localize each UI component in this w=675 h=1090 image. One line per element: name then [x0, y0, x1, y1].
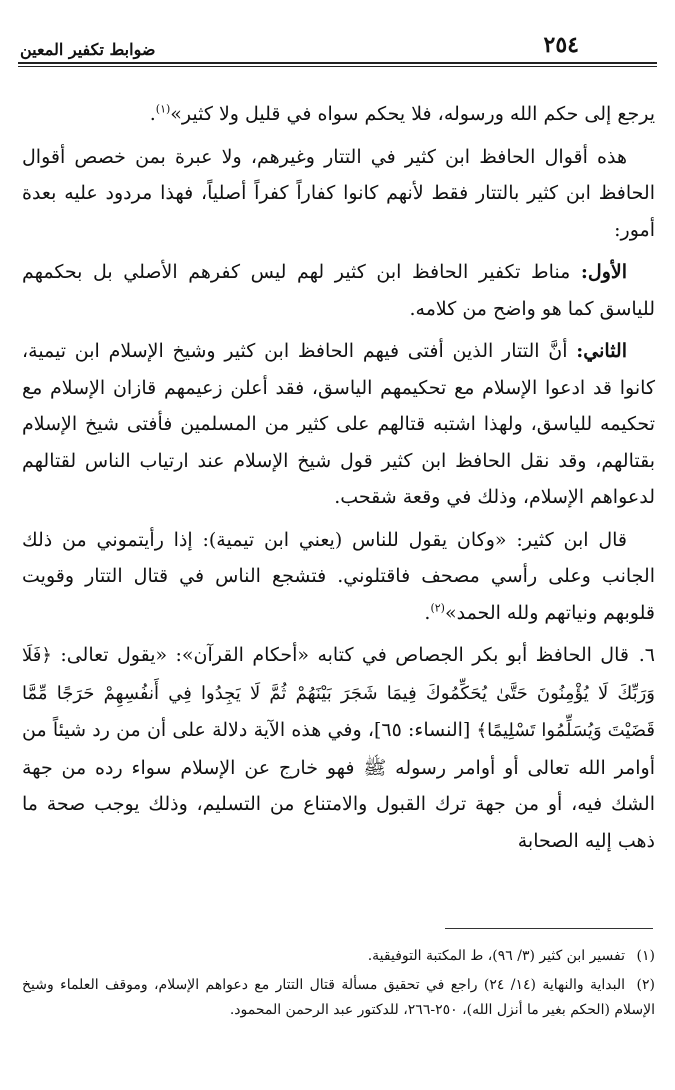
- footnote-1: [22, 944, 655, 969]
- paragraph-text: يرجع إلى حكم الله ورسوله، فلا يحكم سواه في قليل ولا كثير»: [170, 103, 655, 125]
- item-text: وفي هذه الآية دلالة على أن من رد شيئاً من أوامر الله تعالى أو أوامر رسوله ﷺ فهو خارج عن الإسلام سواء رده من جهة الشك فيه، أو من جهة ترك القبول والامتناع من التسليم، وذلك يوجب صحة ما ذهب إليه الصحابة: [22, 719, 655, 852]
- footnote-number: (٢): [636, 977, 655, 993]
- footnote-number: (١): [636, 948, 655, 964]
- point-lead: الثاني:: [576, 340, 627, 362]
- main-text: [22, 96, 655, 865]
- item-intro: قال الحافظ أبو بكر الجصاص في كتابه «أحكام القرآن»: «يقول تعالى:: [60, 644, 629, 666]
- header-rule-thin: [18, 66, 657, 67]
- paragraph-2: [22, 139, 655, 249]
- footnote-ref-1: (١): [155, 102, 171, 116]
- page-number: ٢٥٤: [543, 32, 579, 58]
- footnote-ref-2: (٢): [430, 601, 445, 615]
- point-lead: الأول:: [580, 261, 627, 283]
- paragraph-text: قال ابن كثير: «وكان يقول للناس (يعني ابن تيمية): إذا رأيتموني من ذلك الجانب وعلى رأسي مصحف فاقتلوني. فتشجع الناس في قتال التتار وقويت قلوبهم ونياتهم ولله الحمد»: [22, 528, 655, 624]
- item-number: ٦.: [638, 644, 655, 666]
- paragraph-tail: .: [424, 601, 431, 624]
- paragraph-first-point: [22, 254, 655, 327]
- paragraph-text: مناط تكفير الحافظ ابن كثير لهم ليس كفرهم الأصلي بل بحكمهم للياسق كما هو واضح من كلامه.: [22, 261, 655, 320]
- footnote-separator: [445, 928, 653, 929]
- paragraph-second-point: [22, 333, 655, 516]
- footnote-text: البداية والنهاية (١٤/ ٢٤) راجع في تحقيق مسألة قتال التتار مع دعواهم الإسلام، وموقف العلماء وشيخ الإسلام (الحكم بغير ما أنزل الله)، ٢٥٠-٢٦٦، للدكتور عبد الرحمن المحمود.: [22, 977, 655, 1018]
- paragraph-text: هذه أقوال الحافظ ابن كثير في التتار وغيرهم، ولا عبرة بمن خصص أقوال الحافظ ابن كثير بالتتار فقط لأنهم كانوا كفاراً كفراً أصلياً، فهذا مردود عليه بعدة أمور:: [22, 145, 655, 241]
- verse-reference: [النساء: ٦٥]،: [361, 719, 477, 741]
- running-title: ضوابط تكفير المعين: [20, 40, 156, 59]
- footnote-2: [22, 973, 655, 1023]
- numbered-item-6: [22, 637, 655, 859]
- header-rule: [18, 62, 657, 64]
- footnote-text: تفسير ابن كثير (٣/ ٩٦)، ط المكتبة التوفيقية.: [367, 948, 625, 964]
- footnotes: [22, 944, 655, 1027]
- paragraph-1: [22, 96, 655, 133]
- paragraph-quote: [22, 522, 655, 632]
- quran-verse: ﴿فَلَا وَرَبِّكَ لَا يُؤْمِنُونَ حَتَّىٰ يُحَكِّمُوكَ فِيمَا شَجَرَ بَيْنَهُمْ ثُمَّ لَا يَجِدُوا فِي أَنفُسِهِمْ حَرَجًا مِّمَّا قَضَيْتَ وَيُسَلِّمُوا تَسْلِيمًا﴾: [22, 645, 655, 741]
- paragraph-tail: .: [149, 103, 156, 125]
- paragraph-text: أنَّ التتار الذين أفتى فيهم الحافظ ابن كثير وشيخ الإسلام ابن تيمية، كانوا قد ادعوا الإسلام مع تحكيمهم الياسق، فقد أعلن زعيمهم قازان الإسلام مع تحكيمه للياسق، ولهذا اشتبه قتالهم على كثير من المسلمين فأفتى شيخ الإسلام بقتالهم، وقد نقل الحافظ ابن كثير قول شيخ الإسلام عند ارتياب الناس لقتالهم لدعواهم الإسلام، وذلك في وقعة شقحب.: [22, 340, 655, 508]
